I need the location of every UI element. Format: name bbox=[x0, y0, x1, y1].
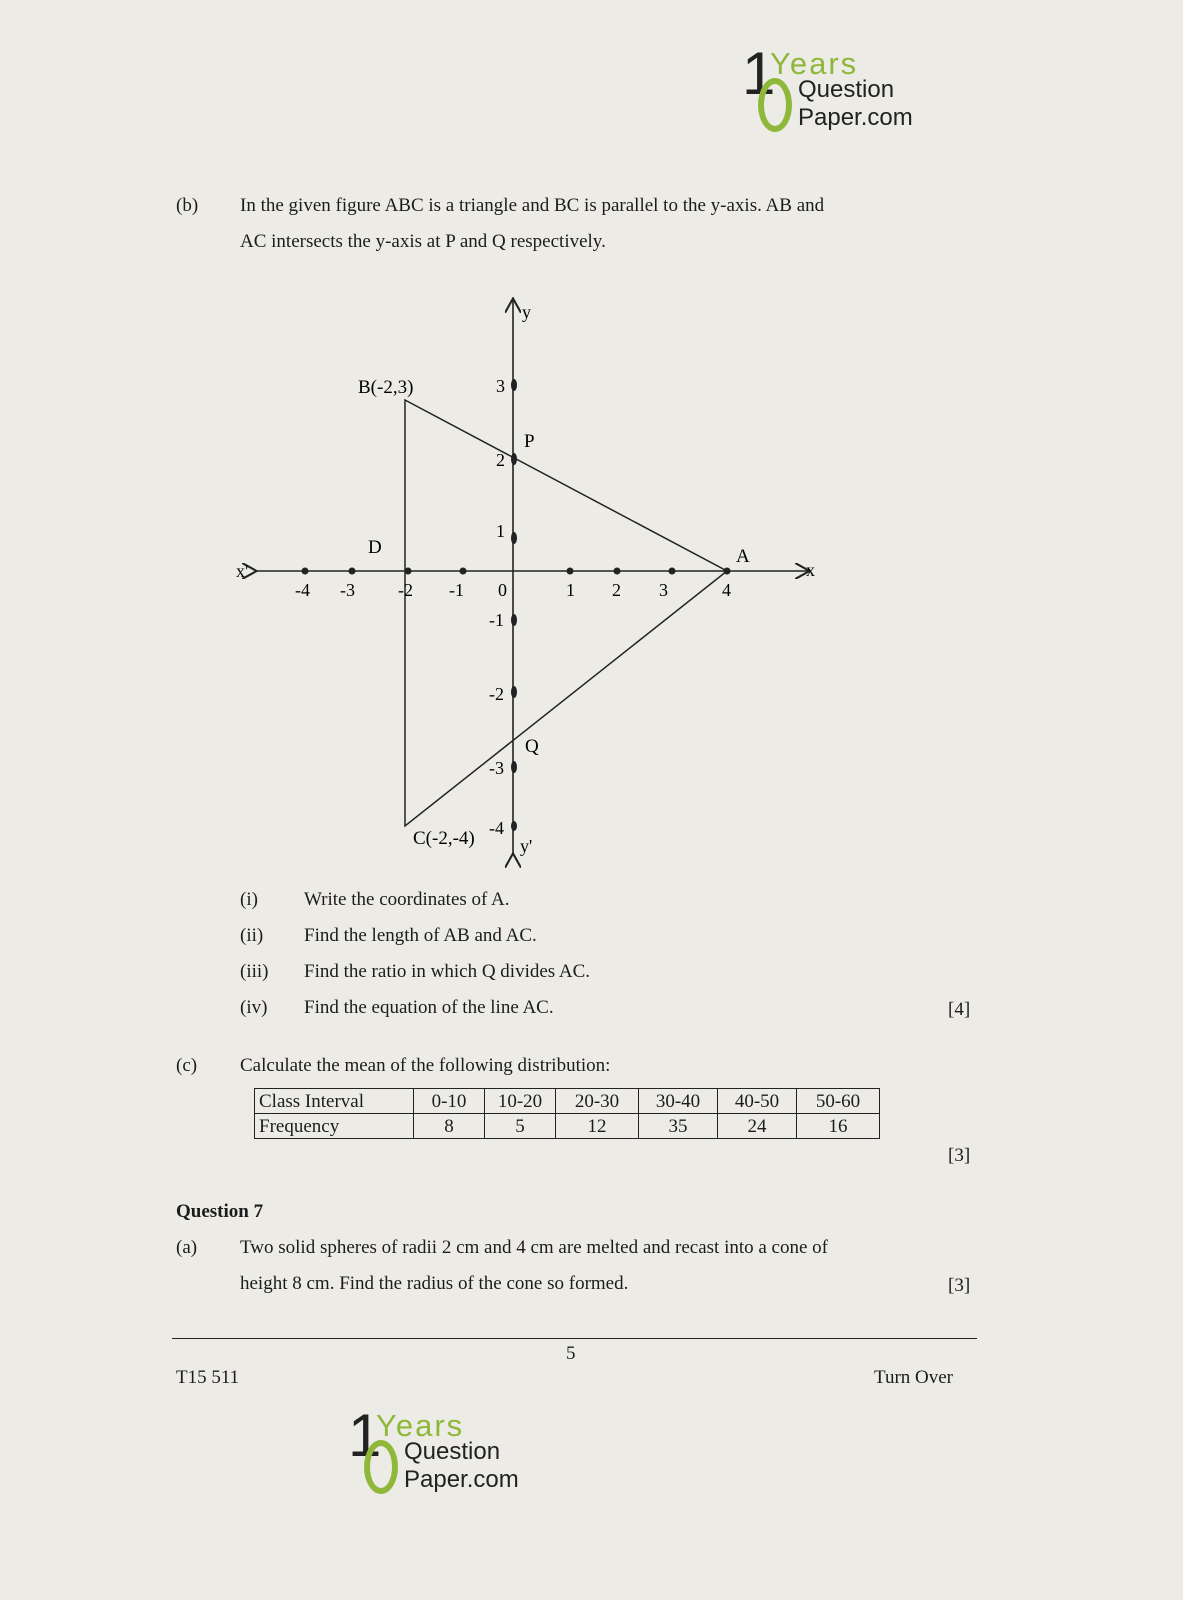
logo-zero-ring bbox=[364, 1440, 398, 1494]
frequency-cell: 5 bbox=[485, 1114, 556, 1139]
y-tick-label: 3 bbox=[496, 376, 505, 396]
class-interval-header: Class Interval bbox=[255, 1089, 414, 1114]
label-x-prime: x' bbox=[236, 561, 249, 581]
x-dot bbox=[724, 568, 731, 575]
marks-c: [3] bbox=[948, 1145, 971, 1166]
x-dot bbox=[302, 568, 309, 575]
frequency-cell: 35 bbox=[639, 1114, 718, 1139]
subq-4-num: (iv) bbox=[240, 997, 268, 1018]
page-number: 5 bbox=[566, 1343, 576, 1364]
label-b: B(-2,3) bbox=[358, 377, 414, 398]
label-q: Q bbox=[525, 736, 539, 757]
x-tick-label: 3 bbox=[659, 580, 668, 600]
watermark-logo-bottom bbox=[348, 1402, 548, 1494]
label-c: C(-2,-4) bbox=[413, 828, 475, 849]
interval-cell: 40-50 bbox=[718, 1089, 797, 1114]
interval-cell: 10-20 bbox=[485, 1089, 556, 1114]
x-tick-label: 1 bbox=[566, 580, 575, 600]
logo-paper: Paper.com bbox=[798, 104, 913, 131]
y-tick-label: 2 bbox=[496, 450, 505, 470]
label-y: y bbox=[522, 302, 531, 322]
subq-2-text: Find the length of AB and AC. bbox=[304, 925, 537, 946]
paper-code: T15 511 bbox=[176, 1367, 240, 1388]
frequency-header: Frequency bbox=[255, 1114, 414, 1139]
y-dot bbox=[511, 453, 517, 465]
part-c-label: (c) bbox=[176, 1055, 198, 1076]
logo-question: Question bbox=[798, 76, 895, 103]
frequency-cell: 16 bbox=[797, 1114, 880, 1139]
part-b-line2: AC intersects the y-axis at P and Q respectively. bbox=[240, 231, 606, 252]
distribution-table bbox=[254, 1088, 880, 1139]
x-tick-label: -3 bbox=[340, 580, 355, 600]
subq-3-num: (iii) bbox=[240, 961, 269, 982]
logo-one: 1 bbox=[348, 1402, 382, 1469]
y-tick-label: -4 bbox=[489, 818, 504, 838]
label-a: A bbox=[736, 546, 750, 567]
subq-3-text: Find the ratio in which Q divides AC. bbox=[304, 961, 591, 982]
y-dot bbox=[511, 686, 517, 698]
y-tick-label: -3 bbox=[489, 758, 504, 778]
subq-4-text: Find the equation of the line AC. bbox=[304, 997, 554, 1018]
x-tick-label: 2 bbox=[612, 580, 621, 600]
subq-1-text: Write the coordinates of A. bbox=[304, 889, 510, 910]
y-tick-dots bbox=[511, 379, 517, 831]
logo-paper: Paper.com bbox=[404, 1466, 519, 1493]
label-d: D bbox=[368, 537, 382, 558]
x-dot bbox=[669, 568, 676, 575]
label-y-prime: y' bbox=[520, 836, 533, 856]
frequency-cell: 12 bbox=[556, 1114, 639, 1139]
x-dot bbox=[405, 568, 412, 575]
part-b-label: (b) bbox=[176, 195, 199, 216]
y-tick-label: -1 bbox=[489, 610, 504, 630]
y-tick-label: 1 bbox=[496, 521, 505, 541]
interval-cell: 30-40 bbox=[639, 1089, 718, 1114]
y-dot bbox=[511, 761, 517, 773]
x-tick-label: -4 bbox=[295, 580, 310, 600]
y-dot bbox=[511, 821, 517, 831]
x-tick-label: -2 bbox=[398, 580, 413, 600]
logo-years: Years bbox=[770, 46, 859, 81]
logo-one: 1 bbox=[742, 40, 776, 107]
question-7-title: Question 7 bbox=[176, 1201, 264, 1222]
frequency-cell: 24 bbox=[718, 1114, 797, 1139]
part-c-text: Calculate the mean of the following distribution: bbox=[240, 1055, 611, 1076]
x-tick-label: 0 bbox=[498, 580, 507, 600]
logo-years: Years bbox=[376, 1408, 465, 1443]
y-tick-label: -2 bbox=[489, 684, 504, 704]
x-tick-label: 4 bbox=[722, 580, 731, 600]
interval-cell: 50-60 bbox=[797, 1089, 880, 1114]
q7a-line1: Two solid spheres of radii 2 cm and 4 cm are melted and recast into a cone of bbox=[240, 1237, 828, 1258]
label-x: x bbox=[806, 560, 815, 580]
logo-question: Question bbox=[404, 1438, 501, 1465]
y-dot bbox=[511, 614, 517, 626]
x-dot bbox=[567, 568, 574, 575]
frequency-cell: 8 bbox=[414, 1114, 485, 1139]
turn-over: Turn Over bbox=[874, 1367, 953, 1388]
triangle-abc bbox=[405, 400, 727, 826]
label-p: P bbox=[524, 431, 535, 452]
interval-cell: 0-10 bbox=[414, 1089, 485, 1114]
marks-q7a: [3] bbox=[948, 1275, 971, 1296]
y-dot bbox=[511, 379, 517, 391]
x-tick-label: -1 bbox=[449, 580, 464, 600]
x-dot bbox=[349, 568, 356, 575]
marks-b: [4] bbox=[948, 999, 971, 1020]
q7a-label: (a) bbox=[176, 1237, 198, 1258]
y-dot bbox=[511, 532, 517, 544]
x-dot bbox=[614, 568, 621, 575]
interval-cell: 20-30 bbox=[556, 1089, 639, 1114]
subq-2-num: (ii) bbox=[240, 925, 264, 946]
x-dot bbox=[460, 568, 467, 575]
table-row bbox=[255, 1114, 880, 1139]
part-b-line1: In the given figure ABC is a triangle and BC is parallel to the y-axis. AB and bbox=[240, 195, 825, 216]
footer-divider bbox=[172, 1338, 977, 1339]
q7a-line2: height 8 cm. Find the radius of the cone so formed. bbox=[240, 1273, 629, 1294]
table-row bbox=[255, 1089, 880, 1114]
subq-1-num: (i) bbox=[240, 889, 258, 910]
